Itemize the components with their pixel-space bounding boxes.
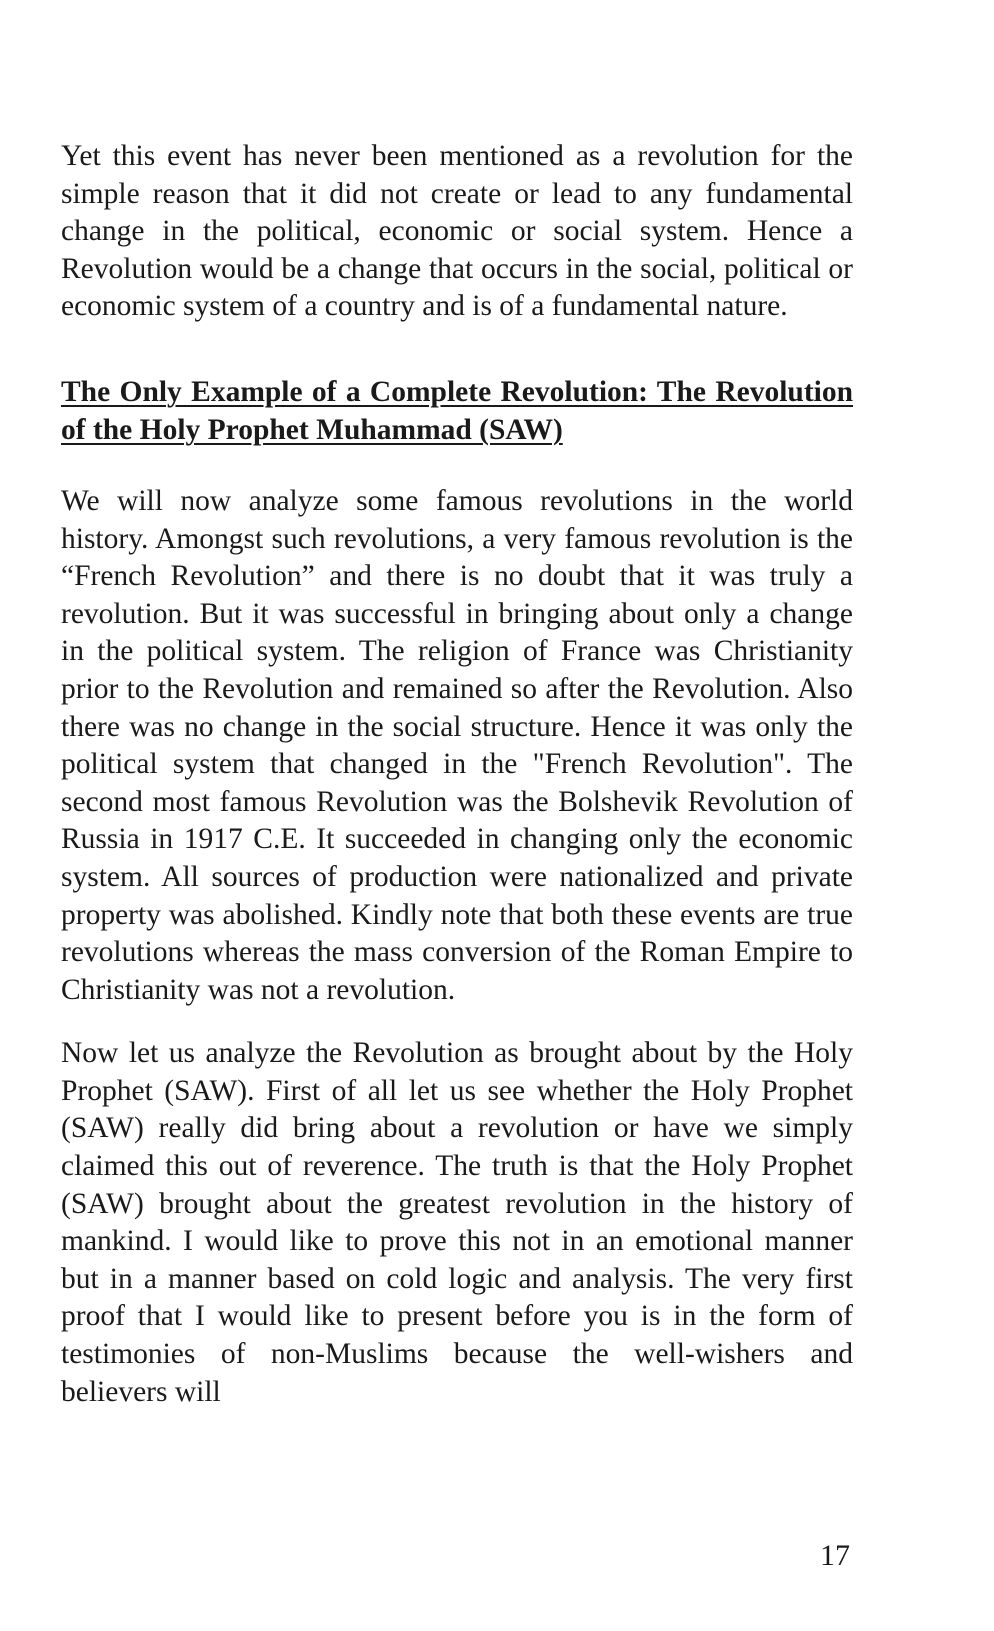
paragraph-2: We will now analyze some famous revolutions in the world history. Amongst such revolutions, a very famous revolution is the “French Revolution” and there is no doubt that it was truly a revolution. But it was successful in bringing about only a change in the political system. The religion of France was Christianity prior to the Revolution and remained so after the Revolution. Also there was no change in the social structure. Hence it was only the political system that changed in the "French Revolution". The second most famous Revolution was the Bolshevik Revolution of Russia in 1917 C.E. It succeeded in changing only the economic system. All sources of production were nationalized and private property was abolished. Kindly note that both these events are true revolutions whereas the mass conversion of the Roman Empire to Christianity was not a revolution. [61,484,853,1006]
page-number: 17 [820,1539,850,1572]
paragraph-1: Yet this event has never been mentioned as a revolution for the simple reason that it did not create or lead to any fundamental change in the political, economic or social system. Hence a Revolution would be a change that occurs in the social, political or economic system of a country and is of a fundamental nature. [61,140,853,323]
section-heading: The Only Example of a Complete Revolution: The Revolution of the Holy Prophet Muhammad (SAW) [61,375,853,446]
paragraph-3: Now let us analyze the Revolution as brought about by the Holy Prophet (SAW). First of all let us see whether the Holy Prophet (SAW) really did bring about a revolution or have we simply claimed this out of reverence. The truth is that the Holy Prophet (SAW) brought about the greatest revolution in the history of mankind. I would like to prove this not in an emotional manner but in a manner based on cold logic and analysis. The very first proof that I would like to present before you is in the form of testimonies of non-Muslims because the well-wishers and believers will [61,1037,853,1408]
page-content [61,138,853,1411]
